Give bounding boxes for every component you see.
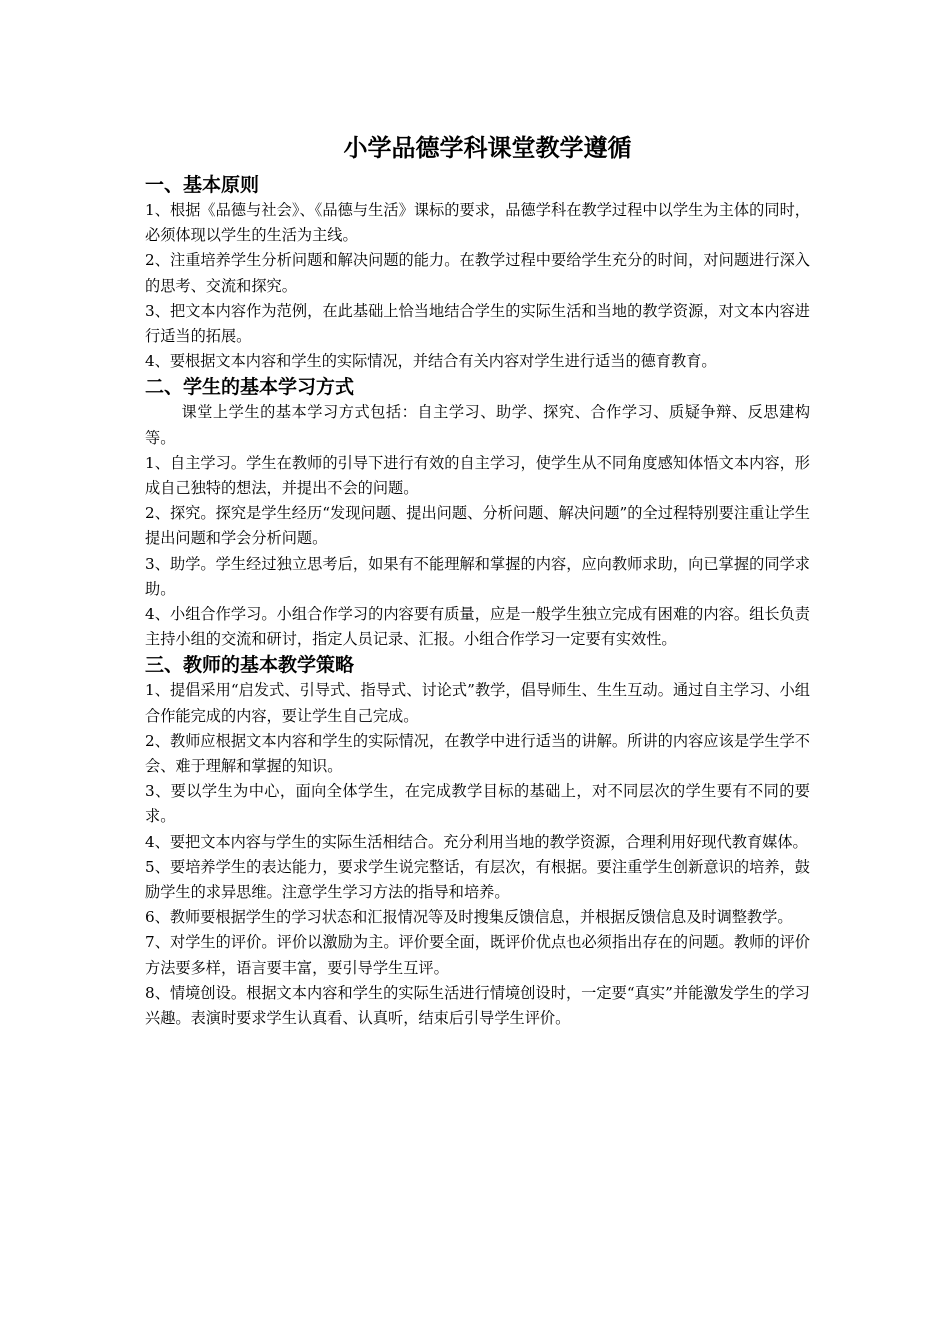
section-teaching-strategies	[145, 652, 810, 1031]
paragraph: 4、要根据文本内容和学生的实际情况，并结合有关内容对学生进行适当的德育教育。	[145, 352, 717, 371]
section-basic-principles	[145, 172, 810, 374]
paragraph: 5、要培养学生的表达能力，要求学生说完整话，有层次，有根据。要注重学生创新意识的培养，鼓励学生的求异思维。注意学生学习方法的指导和培养。	[145, 857, 810, 902]
document-page	[145, 128, 810, 1031]
paragraph: 7、对学生的评价。评价以激励为主。评价要全面，既评价优点也必须指出存在的问题。教师的评价方法要多样，语言要丰富，要引导学生互评。	[145, 933, 810, 977]
paragraph: 2、探究。探究是学生经历“发现问题、提出问题、分析问题、解决问题”的全过程特别要注重让学生提出问题和学会分析问题。	[145, 504, 810, 548]
section-intro: 课堂上学生的基本学习方式包括：自主学习、助学、探究、合作学习、质疑争辩、反思建构等。	[145, 403, 810, 447]
section-heading: 三、教师的基本教学策略	[145, 654, 355, 677]
paragraph: 2、教师应根据文本内容和学生的实际情况，在教学中进行适当的讲解。所讲的内容应该是学生学不会、难于理解和掌握的知识。	[145, 731, 810, 776]
paragraph: 1、根据《品德与社会》、《品德与生活》课标的要求，品德学科在教学过程中以学生为主体的同时，必须体现以学生的生活为主线。	[145, 201, 810, 245]
paragraph: 1、自主学习。学生在教师的引导下进行有效的自主学习，使学生从不同角度感知体悟文本内容，形成自己独特的想法，并提出不会的问题。	[145, 453, 810, 498]
paragraph: 3、要以学生为中心，面向全体学生，在完成教学目标的基础上，对不同层次的学生要有不同的要求。	[145, 782, 810, 826]
paragraph: 3、把文本内容作为范例，在此基础上恰当地结合学生的实际生活和当地的教学资源，对文本内容进行适当的拓展。	[145, 301, 810, 346]
section-heading: 二、学生的基本学习方式	[145, 376, 355, 399]
paragraph: 4、要把文本内容与学生的实际生活相结合。充分利用当地的教学资源，合理利用好现代教育媒体。	[145, 832, 808, 851]
paragraph: 4、小组合作学习。小组合作学习的内容要有质量，应是一般学生独立完成有困难的内容。组长负责主持小组的交流和研讨，指定人员记录、汇报。小组合作学习一定要有实效性。	[145, 605, 810, 649]
paragraph: 2、注重培养学生分析问题和解决问题的能力。在教学过程中要给学生充分的时间，对问题进行深入的思考、交流和探究。	[145, 251, 810, 295]
paragraph: 8、情境创设。根据文本内容和学生的实际生活进行情境创设时，一定要“真实”并能激发学生的学习兴趣。表演时要求学生认真看、认真听，结束后引导学生评价。	[145, 983, 810, 1028]
section-heading: 一、基本原则	[145, 174, 260, 196]
paragraph: 3、助学。学生经过独立思考后，如果有不能理解和掌握的内容，应向教师求助，向已掌握的同学求助。	[145, 554, 810, 598]
paragraph: 1、提倡采用“启发式、引导式、指导式、讨论式”教学，倡导师生、生生互动。通过自主学习、小组合作能完成的内容，要让学生自己完成。	[145, 681, 810, 725]
document-title: 小学品德学科课堂教学遵循	[343, 134, 632, 162]
paragraph: 6、教师要根据学生的学习状态和汇报情况等及时搜集反馈信息，并根据反馈信息及时调整教学。	[145, 908, 793, 927]
section-learning-methods	[145, 374, 810, 652]
